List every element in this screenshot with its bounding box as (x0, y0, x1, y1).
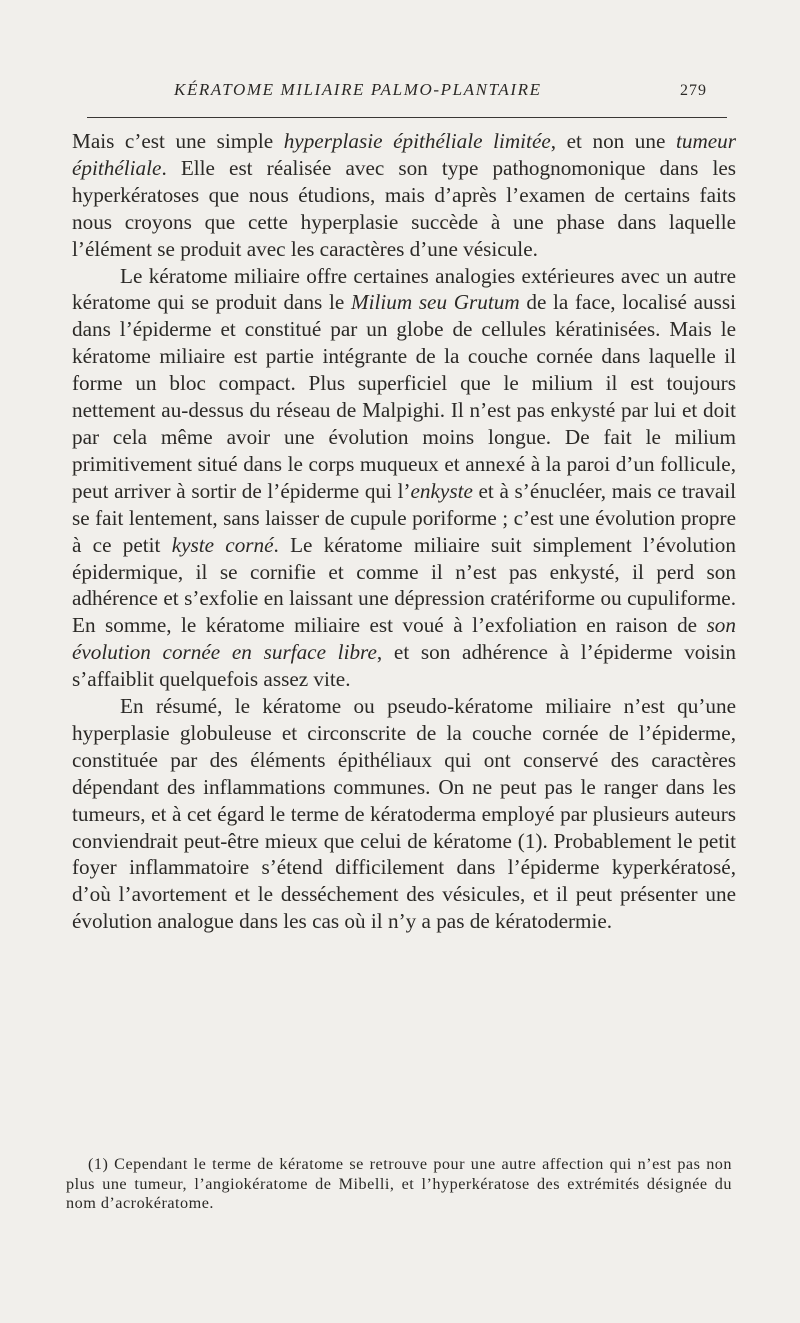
paragraph-2-text: , et son adhérence à l’épiderme voisin s’affaiblit quelquefois assez vite. (72, 640, 736, 692)
body-text (72, 128, 736, 935)
paragraph-3: En résumé, le kératome ou pseudo-kératome miliaire n’est qu’une hyperplasie globuleuse et circonscrite de la couche cornée de l’épiderme, constituée par des éléments épithéliaux qui ont conservé des caractères dépendant des inflammations communes. On ne peut pas le ranger dans les tumeurs, et à cet égard le terme de kératoderma employé par plusieurs auteurs conviendrait peut-être mieux que celui de kératome (1). Probablement le petit foyer inflammatoire s’étend difficilement dans l’épiderme kyperkératosé, d’où l’avortement et le desséchement des vésicules, et il peut présenter une évolution analogue dans les cas où il n’y a pas de kératodermie. (72, 694, 736, 934)
paragraph-2-emphasis-1: Milium seu Grutum (350, 290, 520, 315)
paragraph-2 (72, 263, 736, 694)
paragraph-1-text: , et non une (550, 129, 676, 153)
paragraph-1-text: . Elle est réalisée avec son type pathognomonique dans les hyperkératoses que nous étudions, mais d’après l’examen de certains faits nous croyons que cette hyperplasie succède à une phase dans laquelle l’élément se produit avec les caractères d’une vésicule. (72, 155, 736, 261)
paragraph-2-text: de la face, localisé aussi dans l’épiderme et constitué par un globe de cellules kératinisées. Mais le kératome miliaire est partie intégrante de la couche cornée dans laquelle il forme un bloc compact. Plus superficiel que le milium il est toujours nettement au-dessus du réseau de Malpighi. Il n’est pas enkysté par lui et doit par cela même avoir une évolution moins longue. De fait le milium primitivement situé dans le corps muqueux et annexé à la paroi d’un follicule, peut arriver à sortir de l’épiderme qui l’ (72, 290, 736, 503)
paragraph-2-emphasis-4: son évolution cornée en surface libre (72, 613, 736, 665)
running-header-title: KÉRATOME MILIAIRE PALMO-PLANTAIRE (174, 80, 542, 99)
page-number: 279 (680, 82, 707, 99)
paragraph-1-emphasis-2: tumeur épithéliale (72, 129, 736, 180)
paragraph-2-text: et à s’énucléer, mais ce travail se fait lentement, sans laisser de cupule poriforme ; c’est une évolution propre à ce petit (72, 478, 736, 557)
running-header (0, 80, 800, 110)
paragraph-2-text: Le kératome miliaire offre certaines analogies extérieures avec un autre kératome qui se produit dans le (72, 263, 736, 315)
paragraph-1-text: Mais c’est une simple (72, 129, 284, 153)
footnote: (1) Cependant le terme de kératome se retrouve pour une autre affection qui n’est pas non plus une tumeur, l’angiokératome de Mibelli, et l’hyperkératose des extrémités désignée du nom d’acrokératome. (66, 1155, 732, 1212)
header-rule (87, 117, 727, 118)
paragraph-1 (72, 128, 736, 263)
paragraph-2-text: . Le kératome miliaire suit simplement l’évolution épidermique, il se cornifie et comme il n’est pas enkysté, il perd son adhérence et s’exfolie en laissant une dépression cratériforme ou cupuliforme. En somme, le kératome miliaire est voué à l’exfoliation en raison de (72, 532, 736, 638)
paragraph-2-emphasis-3: kyste corné (171, 532, 274, 557)
paragraph-2-emphasis-2: enkyste (410, 478, 473, 503)
paragraph-1-emphasis-1: hyperplasie épithéliale limitée (283, 129, 551, 153)
